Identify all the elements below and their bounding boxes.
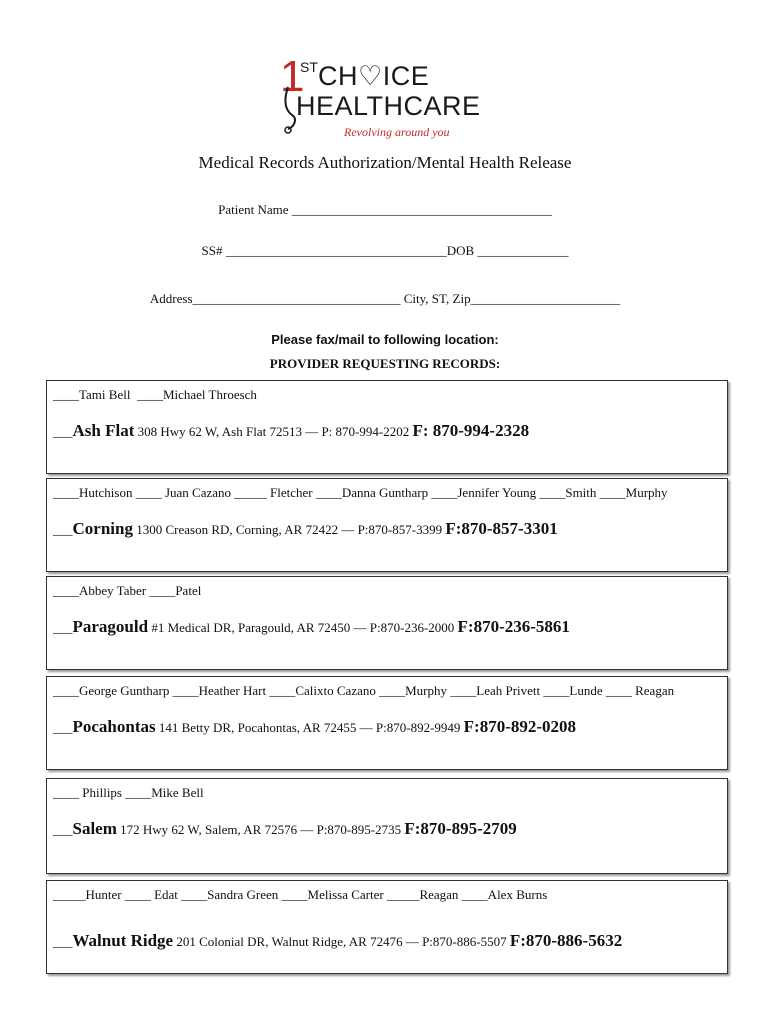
location-box-ash-flat — [46, 380, 728, 474]
location-checkbox[interactable]: ___ — [53, 934, 73, 949]
location-box-pocahontas — [46, 676, 728, 770]
location-address: 1300 Creason RD, Corning, AR 72422 — P:870-857-3399 — [132, 522, 446, 537]
location-fax: F: 870-994-2328 — [412, 421, 530, 440]
location-city: Corning — [72, 519, 133, 538]
provider-list[interactable]: ____Hutchison ____ Juan Cazano _____ Fletcher ____Danna Guntharp ____Jennifer Young ____Smith ____Murphy — [53, 485, 668, 500]
logo-tagline: Revolving around you — [344, 125, 450, 139]
location-fax: F:870-236-5861 — [457, 617, 570, 636]
provider-list[interactable]: ____ Phillips ____Mike Bell — [53, 785, 204, 800]
location-city: Pocahontas — [72, 717, 156, 736]
location-checkbox[interactable]: ___ — [53, 424, 73, 439]
location-address: #1 Medical DR, Paragould, AR 72450 — P:870-236-2000 — [148, 620, 458, 635]
location-fax: F:870-892-0208 — [463, 717, 577, 736]
location-address: 141 Betty DR, Pocahontas, AR 72455 — P:870-892-9949 — [155, 720, 464, 735]
location-line — [53, 819, 517, 839]
location-fax: F:870-886-5632 — [509, 931, 623, 950]
location-line — [53, 617, 570, 637]
provider-list[interactable]: ____George Guntharp ____Heather Hart ____Calixto Cazano ____Murphy ____Leah Privett ____Lunde ____ Reagan — [53, 683, 675, 698]
location-box-walnut-ridge — [46, 880, 728, 974]
location-line — [53, 717, 576, 737]
form-title: Medical Records Authorization/Mental Health Release — [198, 153, 572, 172]
location-line — [53, 931, 622, 951]
logo-superscript: ST — [300, 59, 318, 75]
location-checkbox[interactable]: ___ — [53, 620, 73, 635]
address-field[interactable]: Address________________________________ City, ST, Zip_______________________ — [149, 291, 621, 306]
location-box-salem — [46, 778, 728, 874]
logo-numeral: 1 — [280, 52, 305, 101]
location-city: Paragould — [72, 617, 149, 636]
logo-choice-text: CH♡ICE — [318, 61, 430, 91]
location-checkbox[interactable]: ___ — [53, 822, 73, 837]
location-city: Walnut Ridge — [72, 931, 174, 950]
location-address: 308 Hwy 62 W, Ash Flat 72513 — P: 870-994-2202 — [134, 424, 413, 439]
location-line — [53, 519, 558, 539]
provider-heading: PROVIDER REQUESTING RECORDS: — [269, 356, 501, 371]
location-checkbox[interactable]: ___ — [53, 522, 73, 537]
location-checkbox[interactable]: ___ — [53, 720, 73, 735]
provider-list[interactable]: ____Abbey Taber ____Patel — [53, 583, 202, 598]
ss-dob-field[interactable]: SS# __________________________________DOB ______________ — [201, 243, 569, 258]
location-address: 201 Colonial DR, Walnut Ridge, AR 72476 — P:870-886-5507 — [173, 934, 510, 949]
location-box-paragould — [46, 576, 728, 670]
logo-healthcare-text: HEALTHCARE — [296, 91, 481, 121]
location-city: Ash Flat — [72, 421, 135, 440]
provider-list[interactable]: ____Tami Bell ____Michael Throesch — [53, 387, 257, 402]
location-city: Salem — [72, 819, 117, 838]
stethoscope-icon — [280, 85, 310, 135]
provider-list[interactable]: _____Hunter ____ Edat ____Sandra Green ____Melissa Carter _____Reagan ____Alex Burns — [53, 887, 548, 902]
location-box-corning — [46, 478, 728, 572]
patient-name-field[interactable]: Patient Name ________________________________________ — [218, 202, 552, 217]
location-line — [53, 421, 529, 441]
location-address: 172 Hwy 62 W, Salem, AR 72576 — P:870-895-2735 — [116, 822, 405, 837]
location-fax: F:870-857-3301 — [445, 519, 558, 538]
location-fax: F:870-895-2709 — [404, 819, 517, 838]
company-logo — [280, 52, 481, 145]
fax-instruction: Please fax/mail to following location: — [271, 332, 499, 347]
